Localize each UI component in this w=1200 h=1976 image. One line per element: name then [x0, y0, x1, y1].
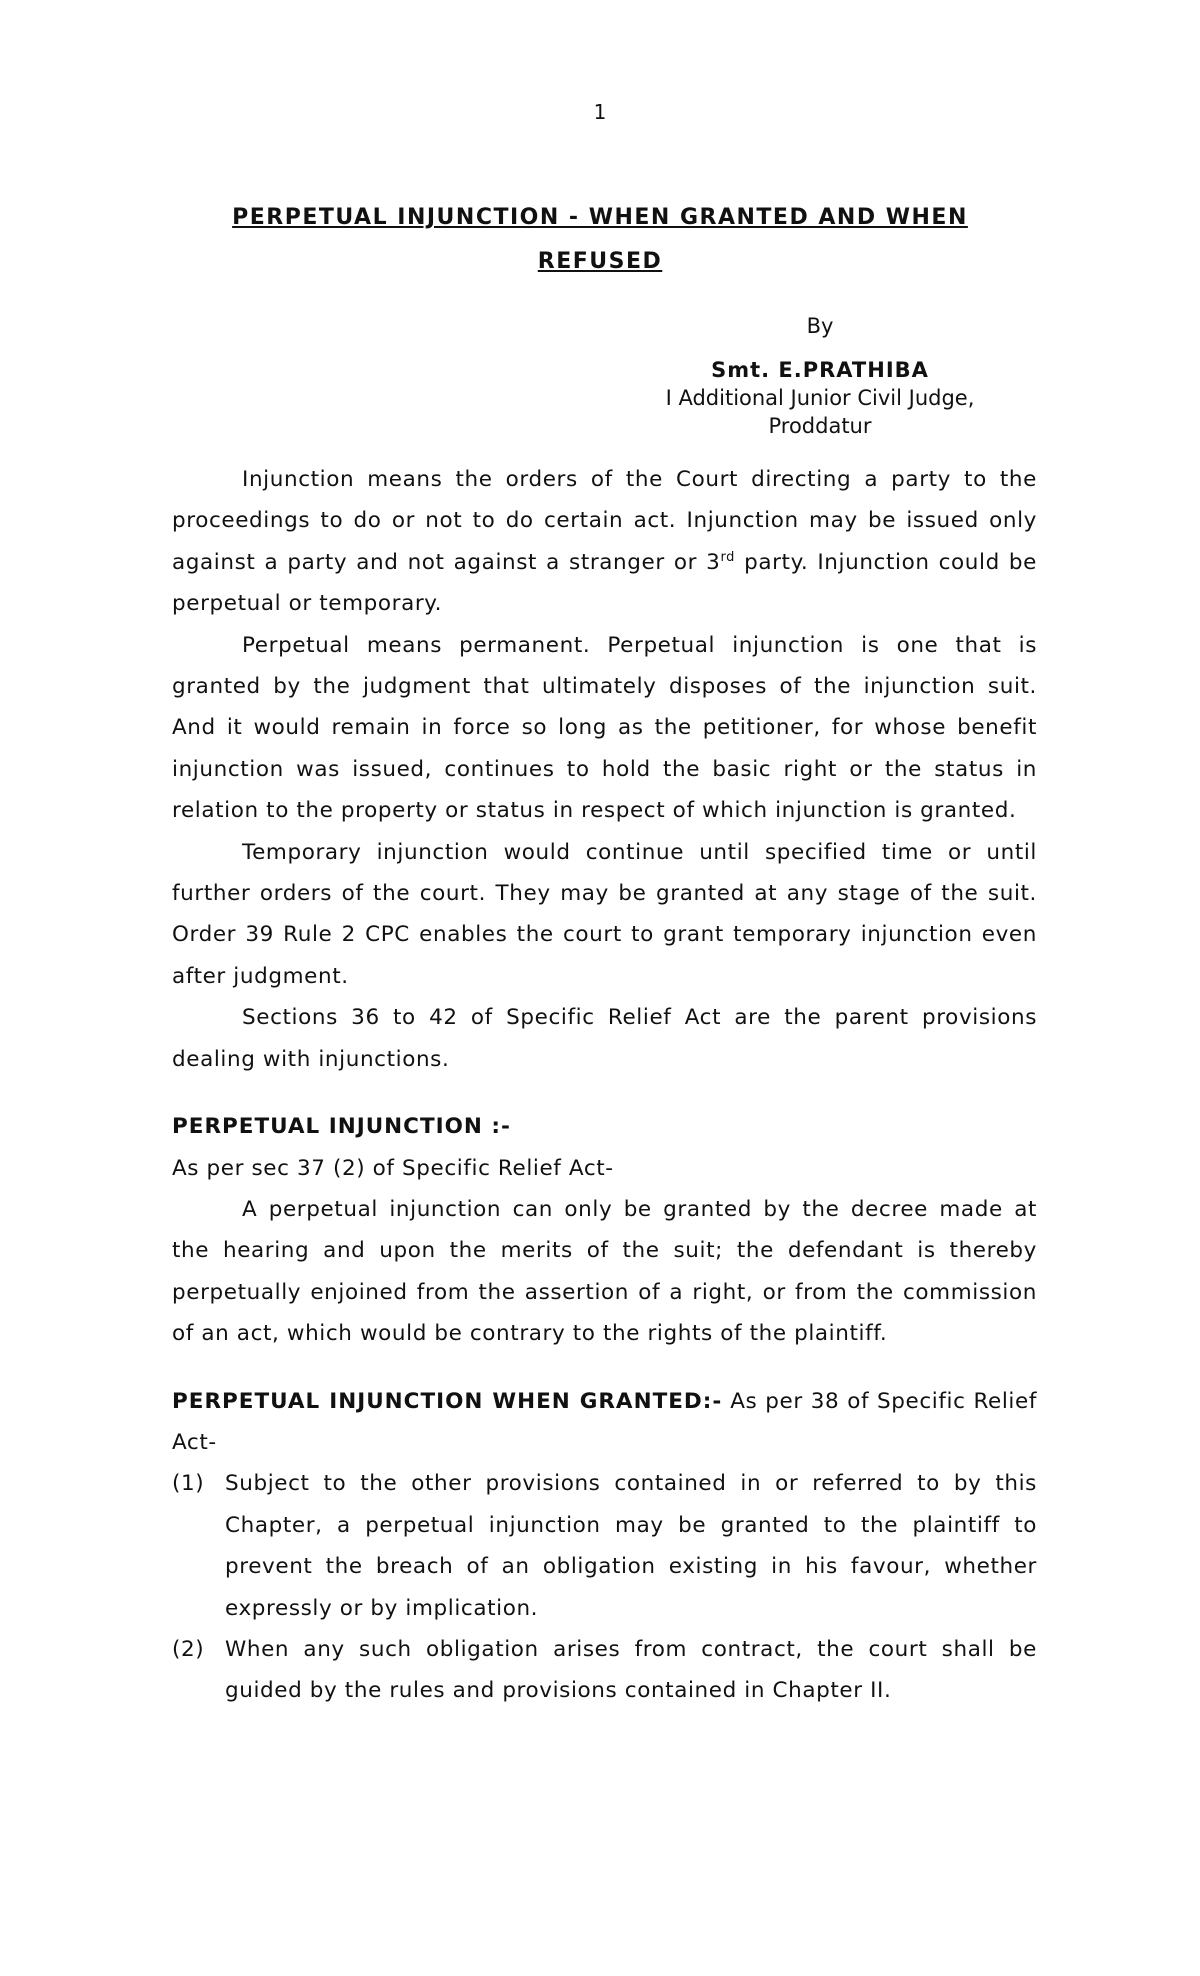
author-block	[620, 312, 1020, 440]
document-body	[172, 459, 1037, 1712]
byline-by: By	[806, 314, 834, 338]
list-item-number: (2)	[172, 1636, 205, 1662]
paragraph-text: Injunction means the orders of the Court directing a party to the proceedings to do or not to do certain act. Injunction may be issued only against a party and not against a stranger or 3	[172, 467, 1037, 575]
list-item-text: When any such obligation arises from contract, the court shall be guided by the rules and provisions contained in Chapter II.	[225, 1636, 1037, 1704]
title-line-2: REFUSED	[537, 249, 663, 274]
list-item	[172, 1629, 1037, 1712]
list-item-text: Subject to the other provisions contained in or referred to by this Chapter, a perpetual injunction may be granted to the plaintiff to prevent the breach of an obligation existing in his favour, whether expressly or by implication.	[225, 1471, 1037, 1621]
title-line-1: PERPETUAL INJUNCTION - WHEN GRANTED AND WHEN	[232, 205, 968, 230]
section-heading-when-granted-para	[172, 1381, 1037, 1464]
author-designation: I Additional Junior Civil Judge,	[665, 386, 975, 410]
paragraph-perpetual-meaning: Perpetual means permanent. Perpetual injunction is one that is granted by the judgment that ultimately disposes of the injunction suit. And it would remain in force so long as the petitioner, for whose benefit injunction was issued, continues to hold the basic right or the status in relation to the property or status in respect of which injunction is granted.	[172, 632, 1037, 824]
section-text-37: A perpetual injunction can only be granted by the decree made at the hearing and upon the merits of the suit; the defendant is thereby perpetually enjoined from the assertion of a right, or from the commission of an act, which would be contrary to the rights of the plaintiff.	[172, 1196, 1037, 1347]
page-number: 1	[593, 100, 607, 124]
section-intro: As per 38 of Specific Relief Act-	[172, 1388, 1037, 1455]
list-item-number: (1)	[172, 1471, 205, 1497]
paragraph-sections: Sections 36 to 42 of Specific Relief Act are the parent provisions dealing with injunctions.	[172, 1005, 1037, 1072]
document-title	[170, 196, 1030, 284]
author-name: Smt. E.PRATHIBA	[711, 358, 929, 382]
paragraph-text: party. Injunction could be perpetual or temporary.	[172, 549, 1037, 617]
paragraph-temporary-injunction: Temporary injunction would continue until specified time or until further orders of the court. They may be granted at any stage of the suit. Order 39 Rule 2 CPC enables the court to grant temporary injunction even after judgment.	[172, 839, 1037, 989]
paragraph-injunction-definition	[172, 459, 1037, 625]
author-place: Proddatur	[768, 414, 872, 438]
section-subline: As per sec 37 (2) of Specific Relief Act-	[172, 1155, 614, 1181]
list-item	[172, 1463, 1037, 1629]
section-heading-perpetual-injunction: PERPETUAL INJUNCTION :-	[172, 1114, 511, 1140]
superscript: rd	[720, 549, 736, 565]
section-heading-when-granted: PERPETUAL INJUNCTION WHEN GRANTED:-	[172, 1388, 723, 1414]
